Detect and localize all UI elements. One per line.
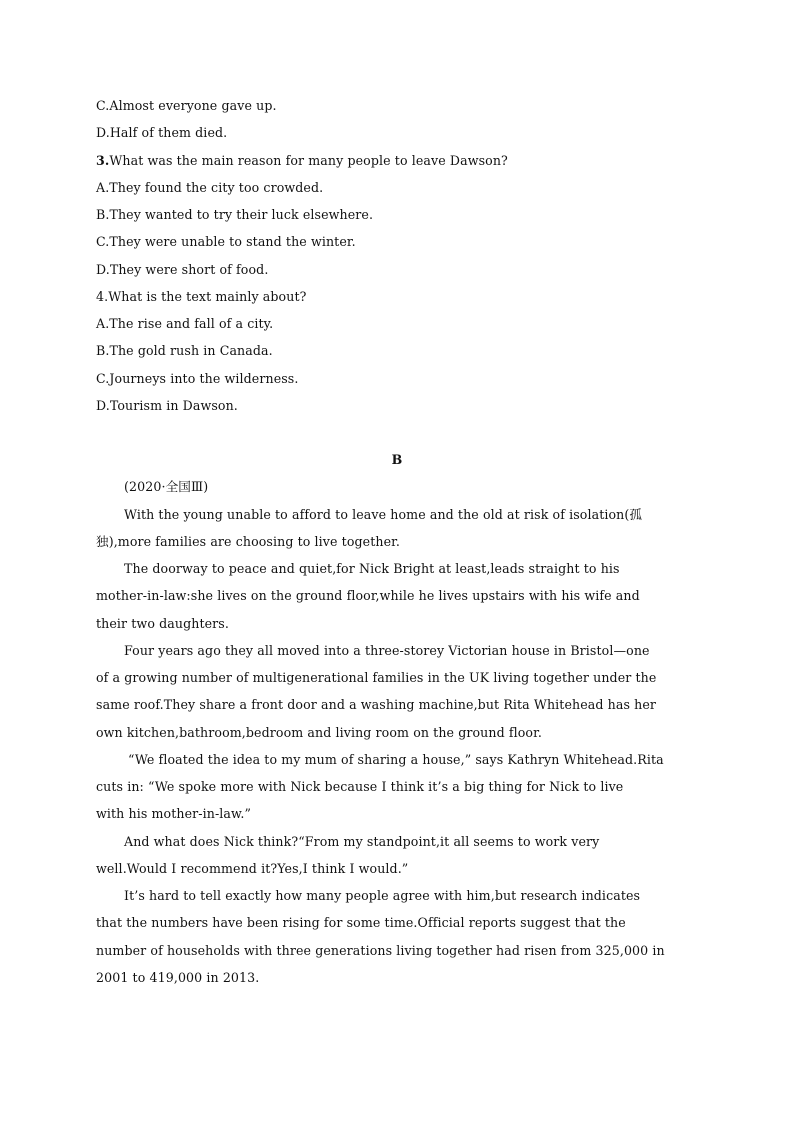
q4-number: 4. [96,289,109,304]
q4-option-d: D.Tourism in Dawson. [96,398,238,413]
paragraph-line: of a growing number of multigenerational families in the UK living together under the [96,670,657,685]
q2-option-d: D.Half of them died. [96,125,228,140]
q4-option-a: A.The rise and fall of a city. [96,316,274,331]
paragraph-line: same roof.They share a front door and a washing machine,but Rita Whitehead has her [96,697,656,712]
q4-option-c: C.Journeys into the wilderness. [96,371,299,386]
paragraph-line: number of households with three generations living together had risen from 325,000 in [96,943,665,958]
paragraph-line: own kitchen,bathroom,bedroom and living room on the ground floor. [96,725,542,740]
paragraph-line: “We floated the idea to my mum of sharing a house,” says Kathryn Whitehead.Rita [128,752,664,767]
q4-stem: What is the text mainly about? [108,289,307,304]
q3-stem: What was the main reason for many people to leave Dawson? [109,153,508,168]
paragraph-line: cuts in: “We spoke more with Nick because I think it’s a big thing for Nick to live [96,779,624,794]
q4-question [96,289,696,305]
q3-option-c: C.They were unable to stand the winter. [96,234,356,249]
q3-option-a: A.They found the city too crowded. [96,180,324,195]
q3-option-b: B.They wanted to try their luck elsewhere. [96,207,374,222]
paragraph-line: Four years ago they all moved into a three-storey Victorian house in Bristol—one [124,643,650,658]
paragraph-line: With the young unable to afford to leave home and the old at risk of isolation(孤 [124,507,643,522]
q3-number: 3. [96,153,110,168]
paragraph-line: mother-in-law:she lives on the ground floor,while he lives upstairs with his wife and [96,588,640,603]
paragraph-line: with his mother-in-law.” [96,806,252,821]
paragraph-line: The doorway to peace and quiet,for Nick Bright at least,leads straight to his [124,561,620,576]
paragraph-line: 独),more families are choosing to live together. [96,534,400,549]
q3-question [96,153,696,169]
section-heading: B [391,452,403,467]
paragraph-line: 2001 to 419,000 in 2013. [96,970,260,985]
source-label: (2020·全国Ⅲ) [124,479,209,494]
q4-option-b: B.The gold rush in Canada. [96,343,273,358]
q2-option-c: C.Almost everyone gave up. [96,98,277,113]
paragraph-line: their two daughters. [96,616,229,631]
paragraph-line: And what does Nick think?“From my standpoint,it all seems to work very [124,834,600,849]
paragraph-line: well.Would I recommend it?Yes,I think I would.” [96,861,409,876]
paragraph-line: It’s hard to tell exactly how many people agree with him,but research indicates [124,888,641,903]
paragraph-line: that the numbers have been rising for some time.Official reports suggest that the [96,915,626,930]
q3-option-d: D.They were short of food. [96,262,269,277]
